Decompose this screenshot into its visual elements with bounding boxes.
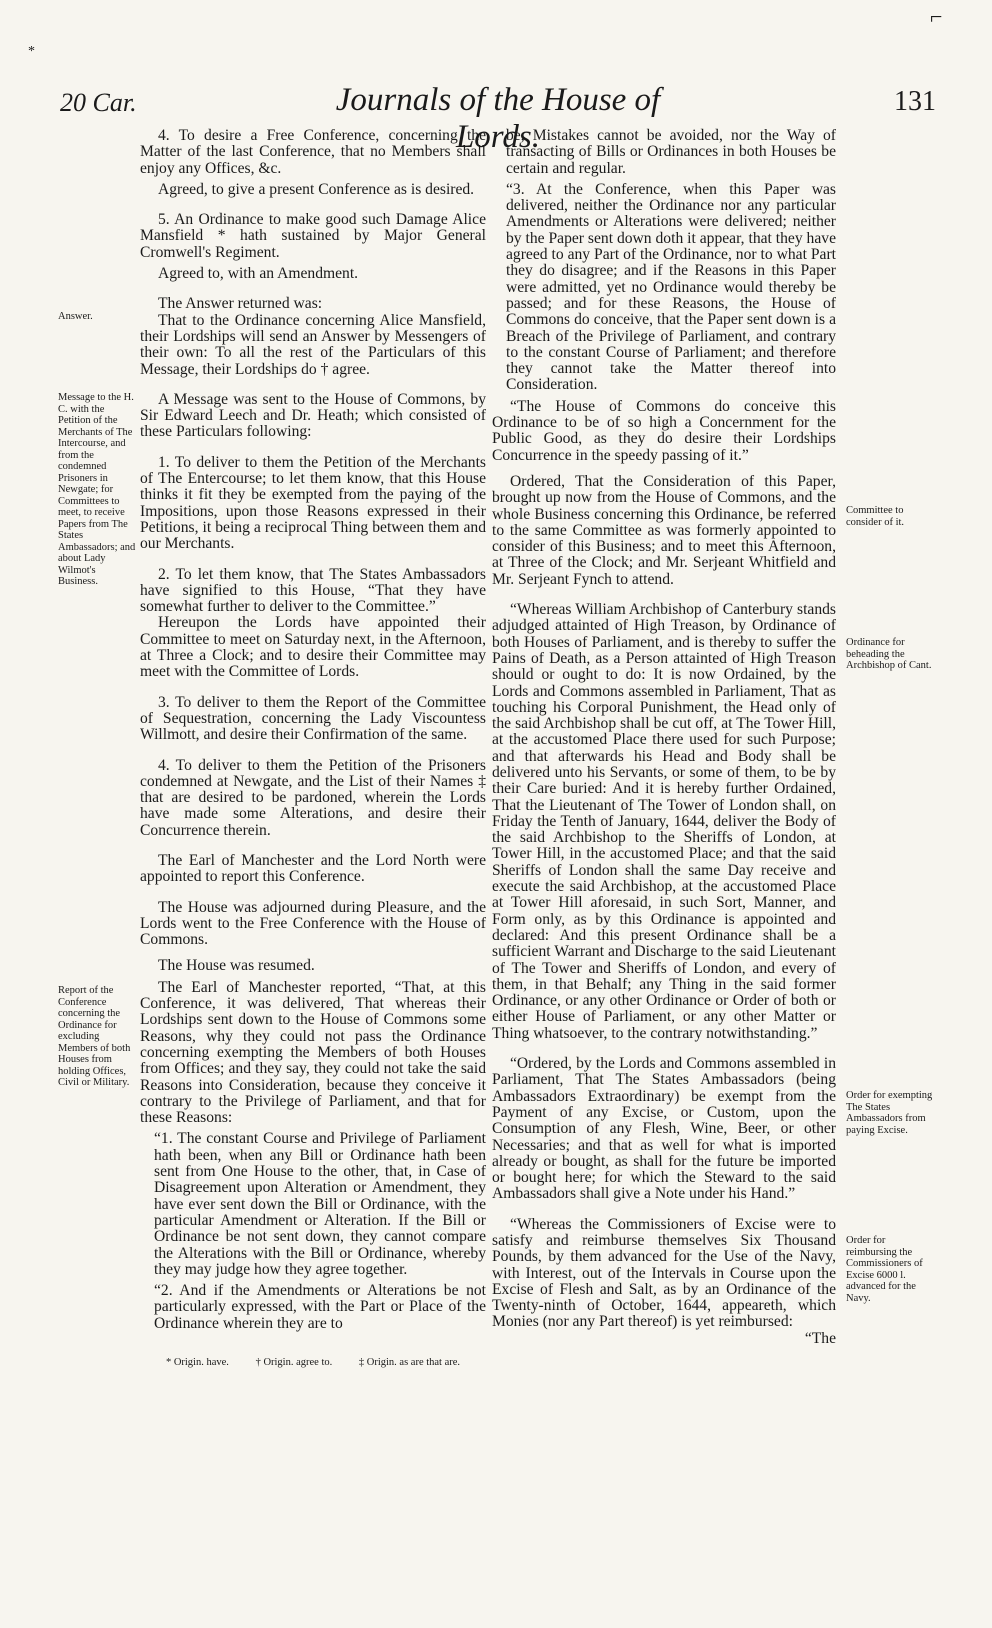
header-regnal-year: 20 Car. xyxy=(60,88,137,117)
page-mark-top-right: ⌐ xyxy=(930,4,943,29)
margin-note-order-reimbursing: Order for reimbursing the Commissioners of Excise 6000 l. advanced for the Navy. xyxy=(846,1235,923,1304)
text-column-left xyxy=(140,128,486,1337)
paragraph: “3. At the Conference, when this Paper was delivered, neither the Ordinance nor any particular Amendments or Alterations were delivered; neither by the Paper sent down doth it appear, that they have agreed to any Part of the Ordinance, nor to what Part they do disagree; and if the Reasons in this Paper were admitted, yet no Ordinance would thereby be passed; and for these Reasons, the House of Commons do conceive, that the Paper sent down is a Breach of the Privilege of Parliament, and contrary to the constant Course of Parliament; and therefore they cannot take the Matter thereof into Consideration. xyxy=(506,180,836,394)
footnote: † Origin. agree to. xyxy=(255,1357,333,1368)
footnotes xyxy=(140,1357,486,1368)
margin-note-answer: Answer. xyxy=(58,311,93,322)
paragraph: “Whereas the Commissioners of Excise were to satisfy and reimburse themselves Six Thousand Pounds, by them advanced for the Use of the Navy, with Interest, out of the Intervals in Course upon the Excise of Flesh and Salt, as by an Ordinance of the Twenty-ninth of October, 1644, appeareth, which Monies (nor any Part thereof) is yet reimbursed: xyxy=(492,1215,836,1331)
paragraph: The House was adjourned during Pleasure, and the Lords went to the Free Conference with the House of Commons. xyxy=(140,898,486,949)
paragraph: “Whereas William Archbishop of Canterbury stands adjudged attainted of High Treason, by Ordinance of both Houses of Parliament, and is thereby to suffer the Pains of Death, as a Person attainted of High Treason should or ought to do: It is now Ordained, by the Lords and Commons assembled in Parliament, That as touching his Corporal Punishment, the Head only of the said Archbishop shall be cut off, at The Tower Hill, at the accustomed Place there used for such Purpose; and that afterwards his Head and Body shall be delivered unto his Servants, or some of them, to be by their Care buried: And it is hereby further Ordained, That the Lieutenant of The Tower of London shall, on Friday the Tenth of January, 1644, deliver the Body of the said Archbishop to the Sheriffs of London, at Tower Hill, in the accustomed Place; and that the said Sheriffs of London shall the same Day receive and execute the said Archbishop, at the accustomed Place at Tower Hill aforesaid, in such Sort, Manner, and Form only, as by this Ordinance is appointed and declared: And this present Ordinance shall be a sufficient Warrant and Discharge to the said Lieutenant of The Tower and Sheriffs of London, and every of them, in that Behalf; any Thing in the said former Ordinance, or any other Ordinance or Order of both or either House of Parliament, or any other Matter or Thing whatsoever, to the contrary notwithstanding.” xyxy=(492,601,836,1042)
paragraph: That to the Ordinance concerning Alice Mansfield, their Lordships will send an Answer by Messengers of their own: To all the rest of the Particulars of this Message, their Lordships do † agree. xyxy=(140,311,486,378)
margin-note-order-exempting: Order for exempting The States Ambassadors from paying Excise. xyxy=(846,1090,933,1136)
paragraph: The Answer returned was: xyxy=(158,295,323,313)
paragraph: “The House of Commons do conceive this Ordinance to be of so high a Concernment for the Public Good, as they do desire their Lordships Concurrence in the speedy passing of it.” xyxy=(492,397,836,464)
footnote: * Origin. have. xyxy=(165,1357,229,1368)
margin-note-committee: Committee to consider of it. xyxy=(846,505,905,528)
paragraph: 2. To let them know, that The States Ambassadors have signified to this House, “That they have somewhat further to deliver to the Committee.” xyxy=(140,565,486,616)
footnote: ‡ Origin. as are that are. xyxy=(358,1357,461,1368)
paragraph: 3. To deliver to them the Report of the Committee of Sequestration, concerning the Lady Viscountess Willmott, and desire their Confirmation of the same. xyxy=(140,693,486,744)
paragraph: 4. To desire a Free Conference, concerning the Matter of the last Conference, that no Members shall enjoy any Offices, &c. xyxy=(140,127,486,177)
paragraph: A Message was sent to the House of Commons, by Sir Edward Leech and Dr. Heath; which consisted of these Particulars following: xyxy=(140,390,486,441)
paragraph: 5. An Ordinance to make good such Damage Alice Mansfield * hath sustained by Major General Cromwell's Regiment. xyxy=(140,211,486,261)
paragraph: The Earl of Manchester reported, “That, at this Conference, it was delivered, That whereas their Lordships sent down to the House of Commons some Reasons, why they could not pass the Ordinance concerning exempting the Members of both Houses from Offices; and they say, they could not take the said Reasons into Consideration, because they conceive it contrary to the Privilege of Parliament, and that for these Reasons: xyxy=(140,978,486,1127)
paragraph: 4. To deliver to them the Petition of the Prisoners condemned at Newgate, and the List of their Names ‡ that are desired to be pardoned, wherein the Lords have made some Alterations, and desire their Concurrence therein. xyxy=(140,756,486,839)
paragraph: 1. To deliver to them the Petition of the Merchants of The Entercourse; to let them know, that this House thinks it fit they be exempted from the paying of the Impositions, upon those Reasons expressed in their Petitions, it being a reciprocal Thing between them and our Merchants. xyxy=(140,453,486,553)
paragraph: Hereupon the Lords have appointed their Committee to meet on Saturday next, in the Afternoon, at Three a Clock; and to desire their Committee may meet with the Committee of Lords. xyxy=(140,614,486,681)
paragraph: be, Mistakes cannot be avoided, nor the Way of transacting of Bills or Ordinances in both Houses be certain and regular. xyxy=(506,127,836,177)
paragraph: “Ordered, by the Lords and Commons assembled in Parliament, That The States Ambassadors (being Ambassadors Extraordinary) be exempt from the Payment of any Excise, or Custom, upon the Consumption of any Flesh, Wine, Beer, or other Necessaries; and that as well for what is imported already or bought, as shall for the future be imported or bought here; for which the Steward to the said Ambassadors shall give a Note under his Hand.” xyxy=(492,1055,836,1203)
paragraph: Ordered, That the Consideration of this Paper, brought up now from the House of Commons, and the whole Business concerning this Ordinance, be referred to the same Committee as was formerly appointed to consider of this Business; and to meet this Afternoon, at Three of the Clock; and Mr. Serjeant Whitfield and Mr. Serjeant Fynch to attend. xyxy=(492,472,836,588)
paragraph: The House was resumed. xyxy=(158,957,315,975)
catchword: “The xyxy=(804,1329,836,1347)
margin-note-message: Message to the H. C. with the Petition of the Merchants of The Intercourse, and from the condemned Prisoners in Newgate; for Committees to meet, to receive Papers from The States Ambassadors; and about Lady Wilmot's Business. xyxy=(58,392,136,587)
header-title: Journals of the House of Lords. xyxy=(335,82,661,155)
page-mark-top-left: * xyxy=(28,44,35,59)
page-number: 131 xyxy=(894,86,936,117)
text-column-right xyxy=(492,128,836,1352)
margin-note-ordinance-beheading: Ordinance for beheading the Archbishop of Cant. xyxy=(846,637,932,671)
paragraph: The Earl of Manchester and the Lord North were appointed to report this Conference. xyxy=(140,851,486,886)
paragraph: “1. The constant Course and Privilege of Parliament hath been, when any Bill or Ordinance hath been sent from One House to the other, that, in Case of Disagreement upon Alteration or Amendment, they have ever sent down the Bill or Ordinance, with the particular Amendment or Alteration. If the Bill or Ordinance be not sent down, they cannot compare the Alterations with the Bill or Ordinance, whereby they may judge how they agree together. xyxy=(154,1130,486,1278)
paragraph: Agreed to, with an Amendment. xyxy=(158,265,359,283)
paragraph: “2. And if the Amendments or Alterations be not particularly expressed, with the Part or Place of the Ordinance wherein they are to xyxy=(154,1282,486,1332)
paragraph: Agreed, to give a present Conference as is desired. xyxy=(158,180,475,198)
margin-note-report: Report of the Conference concerning the Ordinance for excluding Members of both Houses from holding Offices, Civil or Military. xyxy=(58,985,131,1088)
